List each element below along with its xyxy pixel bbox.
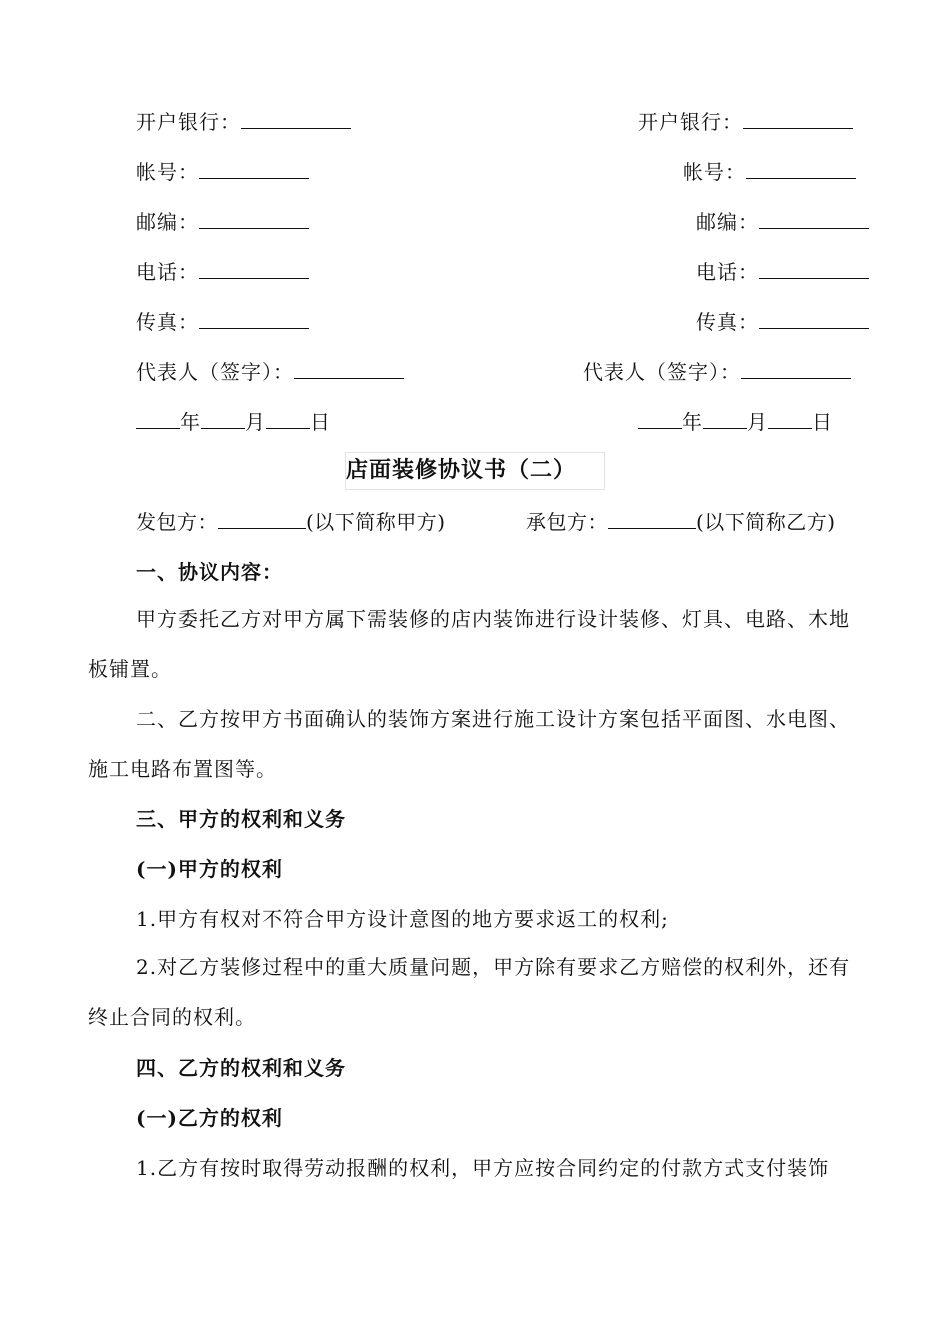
right-fax-blank[interactable]: [759, 308, 869, 329]
left-bank-row: [136, 108, 351, 136]
section3-subheading: (一)甲方的权利: [136, 857, 283, 881]
left-postcode-row: [136, 208, 309, 236]
party-a-blank[interactable]: [218, 508, 306, 529]
party-b-note: (以下简称乙方): [696, 510, 836, 534]
section1-paragraph: 甲方委托乙方对甲方属下需装修的店内装饰进行设计装修、灯具、电路、木地板铺置。: [88, 607, 850, 681]
right-date-row: [638, 408, 833, 436]
left-representative-blank[interactable]: [294, 358, 404, 379]
party-b-blank[interactable]: [608, 508, 696, 529]
right-month-label: 月: [747, 410, 768, 434]
left-account-row: [136, 158, 309, 186]
left-representative-label: 代表人（签字）：: [136, 360, 294, 384]
document-title: 店面装修协议书（二）: [345, 452, 605, 490]
left-day-label: 日: [310, 410, 331, 434]
section3-item1: 1.甲方有权对不符合甲方设计意图的地方要求返工的权利;: [136, 907, 669, 931]
right-day-blank[interactable]: [768, 408, 812, 429]
right-month-blank[interactable]: [703, 408, 747, 429]
left-account-blank[interactable]: [199, 158, 309, 179]
section4-item1: 1.乙方有按时取得劳动报酬的权利，甲方应按合同约定的付款方式支付装饰: [136, 1156, 830, 1180]
right-year-blank[interactable]: [638, 408, 682, 429]
party-b-row: [526, 508, 836, 536]
section3-item2: 2.对乙方装修过程中的重大质量问题，甲方除有要求乙方赔偿的权利外，还有终止合同的权利。: [88, 955, 851, 1029]
right-year-label: 年: [682, 410, 703, 434]
right-bank-label: 开户银行：: [638, 110, 743, 134]
left-date-row: [136, 408, 331, 436]
section4-heading: 四、乙方的权利和义务: [136, 1056, 346, 1080]
right-fax-row: [696, 308, 869, 336]
right-representative-row: [583, 358, 851, 386]
left-month-blank[interactable]: [201, 408, 245, 429]
right-phone-blank[interactable]: [759, 258, 869, 279]
left-day-blank[interactable]: [266, 408, 310, 429]
left-phone-label: 电话：: [136, 260, 199, 284]
left-bank-blank[interactable]: [241, 108, 351, 129]
party-a-row: [136, 508, 446, 536]
left-year-blank[interactable]: [136, 408, 180, 429]
section3-heading: 三、甲方的权利和义务: [136, 807, 346, 831]
left-representative-row: [136, 358, 404, 386]
right-postcode-blank[interactable]: [759, 208, 869, 229]
right-representative-label: 代表人（签字）：: [583, 360, 741, 384]
left-phone-row: [136, 258, 309, 286]
right-account-label: 帐号：: [683, 160, 746, 184]
right-bank-blank[interactable]: [743, 108, 853, 129]
right-phone-label: 电话：: [696, 260, 759, 284]
left-phone-blank[interactable]: [199, 258, 309, 279]
left-postcode-label: 邮编：: [136, 210, 199, 234]
right-day-label: 日: [812, 410, 833, 434]
right-account-blank[interactable]: [746, 158, 856, 179]
left-account-label: 帐号：: [136, 160, 199, 184]
party-b-label: 承包方：: [526, 510, 608, 534]
section1-heading: 一、协议内容：: [136, 560, 283, 584]
party-a-label: 发包方：: [136, 510, 218, 534]
right-fax-label: 传真：: [696, 310, 759, 334]
section4-subheading: (一)乙方的权利: [136, 1106, 283, 1130]
left-postcode-blank[interactable]: [199, 208, 309, 229]
right-bank-row: [638, 108, 853, 136]
left-month-label: 月: [245, 410, 266, 434]
left-bank-label: 开户银行：: [136, 110, 241, 134]
party-a-note: (以下简称甲方): [306, 510, 446, 534]
right-postcode-row: [696, 208, 869, 236]
left-fax-label: 传真：: [136, 310, 199, 334]
right-account-row: [683, 158, 856, 186]
left-fax-blank[interactable]: [199, 308, 309, 329]
left-year-label: 年: [180, 410, 201, 434]
left-fax-row: [136, 308, 309, 336]
right-postcode-label: 邮编：: [696, 210, 759, 234]
right-representative-blank[interactable]: [741, 358, 851, 379]
section2-paragraph: 二、乙方按甲方书面确认的装饰方案进行施工设计方案包括平面图、水电图、施工电路布置图等。: [88, 707, 850, 781]
right-phone-row: [696, 258, 869, 286]
